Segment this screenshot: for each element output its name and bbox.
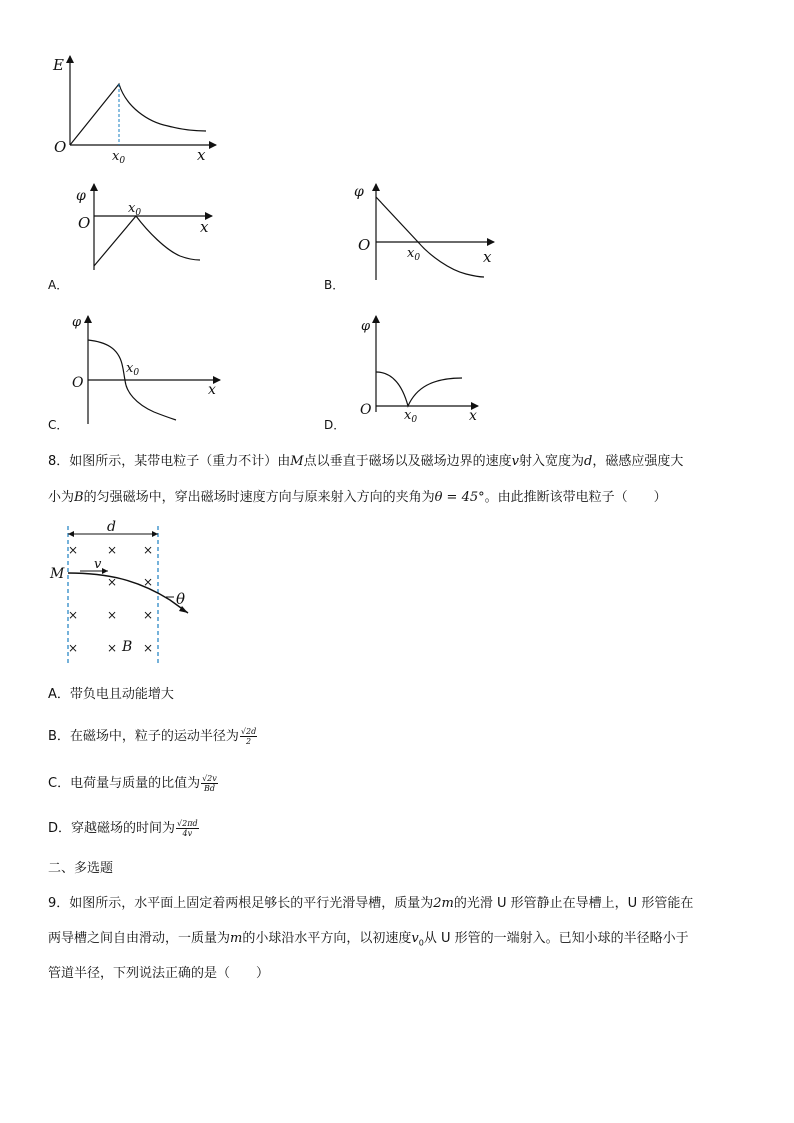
svg-text:×: × bbox=[143, 575, 154, 589]
svg-text:×: × bbox=[143, 641, 154, 655]
velocity-label: v bbox=[94, 557, 102, 572]
q8-line-1: 8．如图所示，某带电粒子（重力不计）由M点以垂直于磁场以及磁场边界的速度v射入宽度为d，磁感应强度大 bbox=[48, 454, 684, 469]
e-x-graph bbox=[48, 52, 223, 164]
x-axis-label: x bbox=[208, 382, 216, 398]
svg-text:×: × bbox=[68, 543, 79, 557]
point-m-label: M bbox=[50, 566, 65, 582]
field-curve bbox=[70, 84, 206, 145]
q8-option-a: A．带负电且动能增大 bbox=[48, 687, 174, 702]
potential-curve bbox=[376, 197, 484, 277]
x-axis-label: x bbox=[483, 248, 492, 266]
option-b-letter: B． bbox=[324, 278, 345, 292]
potential-curve bbox=[94, 216, 200, 266]
time-fraction: $\frac{√2\pi d}{4v}$ bbox=[177, 819, 198, 838]
graph-option-c bbox=[70, 312, 225, 424]
q9-line-2: 两导槽之间自由滑动，一质量为m的小球沿水平方向，以初速度$v_0$从 U 形管的一端射入。已知小球的半径略小于 bbox=[48, 931, 689, 948]
graph-option-a bbox=[70, 180, 220, 275]
x0-label: $x_0$ bbox=[126, 361, 140, 378]
x0-label: $x_0$ bbox=[112, 149, 126, 166]
x-axis-label: x bbox=[197, 146, 206, 164]
svg-text:×: × bbox=[68, 641, 79, 655]
section-heading: 二、多选题 bbox=[48, 861, 114, 876]
magnetic-field-figure bbox=[48, 520, 208, 668]
particle-trajectory bbox=[68, 573, 188, 613]
option-c-letter: C． bbox=[48, 418, 69, 432]
q8-line-2: 小为B的匀强磁场中，穿出磁场时速度方向与原来射入方向的夹角为θ = 45°。由此推断该带电粒子（ ） bbox=[48, 490, 667, 505]
field-crosses bbox=[68, 543, 153, 655]
field-b-label: B bbox=[122, 639, 133, 655]
origin-label: O bbox=[358, 236, 371, 254]
theta-label: θ bbox=[176, 590, 186, 608]
origin-label: O bbox=[72, 375, 84, 391]
svg-text:×: × bbox=[107, 641, 118, 655]
origin-label: O bbox=[54, 138, 67, 156]
y-axis-label: φ bbox=[72, 315, 82, 330]
y-axis-label: φ bbox=[76, 188, 86, 204]
q9-line-1: 9．如图所示，水平面上固定着两根足够长的平行光滑导槽，质量为2m的光滑 U 形管静止在导槽上，U 形管能在 bbox=[48, 896, 694, 911]
x0-label: $x_0$ bbox=[128, 201, 142, 218]
y-axis-label: E bbox=[53, 56, 64, 74]
charge-mass-fraction: $\frac{√2v}{Bd}$ bbox=[202, 774, 217, 793]
option-a-letter: A． bbox=[48, 278, 69, 292]
y-axis-label: φ bbox=[354, 184, 364, 200]
x-axis-label: x bbox=[200, 218, 209, 236]
q8-option-c: C．电荷量与质量的比值为 $\frac{√2v}{Bd}$ bbox=[48, 774, 217, 793]
width-label: d bbox=[107, 519, 116, 535]
svg-text:×: × bbox=[143, 608, 154, 622]
x-axis-label: x bbox=[469, 408, 477, 424]
svg-text:×: × bbox=[107, 608, 118, 622]
svg-text:×: × bbox=[107, 543, 118, 557]
origin-label: O bbox=[360, 402, 372, 418]
graph-option-d bbox=[356, 312, 486, 424]
potential-curve bbox=[376, 372, 462, 406]
q8-option-d: D．穿越磁场的时间为 $\frac{√2\pi d}{4v}$ bbox=[48, 819, 198, 838]
option-d-letter: D． bbox=[324, 418, 346, 432]
x0-label: $x_0$ bbox=[404, 408, 418, 425]
svg-text:×: × bbox=[68, 608, 79, 622]
svg-text:×: × bbox=[107, 575, 118, 589]
origin-label: O bbox=[78, 214, 91, 232]
q9-line-3: 管道半径，下列说法正确的是（ ） bbox=[48, 966, 270, 981]
radius-fraction: $\frac{√2d}{2}$ bbox=[240, 727, 257, 746]
x0-label: $x_0$ bbox=[407, 246, 421, 263]
graph-option-b bbox=[350, 180, 500, 280]
y-axis-label: φ bbox=[361, 319, 371, 334]
q8-option-b: B．在磁场中，粒子的运动半径为 $\frac{√2d}{2}$ bbox=[48, 727, 257, 746]
svg-text:×: × bbox=[143, 543, 154, 557]
